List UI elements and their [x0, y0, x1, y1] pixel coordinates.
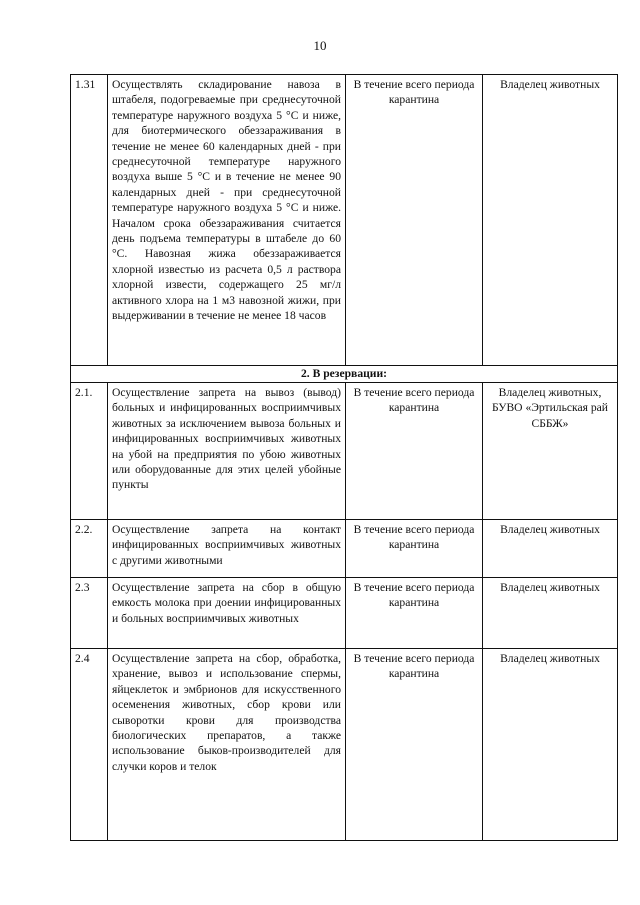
- section-title: 2. В резервации:: [71, 366, 618, 383]
- term-text: В течение всего периода карантина: [346, 520, 483, 578]
- table-row-2-1: [71, 383, 618, 520]
- responsible-text: Владелец животных, БУВО «Эртильская рай СББЖ»: [483, 383, 618, 520]
- quarantine-measures-table: [70, 74, 618, 841]
- table-row-2-2: [71, 520, 618, 578]
- responsible-text: Владелец животных: [483, 520, 618, 578]
- section-header-row: [71, 366, 618, 383]
- table-row-2-4: [71, 649, 618, 841]
- measure-text: Осуществление запрета на сбор в общую емкость молока при доении инфицированных и больных восприимчивых животных: [108, 578, 346, 649]
- measure-text: Осуществление запрета на контакт инфицированных восприимчивых животных с другими животными: [108, 520, 346, 578]
- term-text: В течение всего периода карантина: [346, 649, 483, 841]
- page-number: 10: [313, 38, 327, 53]
- row-number: 2.4: [71, 649, 108, 841]
- table-row-1-31: [71, 75, 618, 366]
- term-text: В течение всего периода карантина: [346, 578, 483, 649]
- measure-text: Осуществлять складирование навоза в штабеля, подогреваемые при среднесуточной температуре наружного воздуха 5 °С и ниже, для биотермического обеззараживания в течение не менее 60 календарных дней - при среднесуточной температуре наружного воздуха выше 5 °С и в течение не менее 90 календарных дней - при среднесуточной температуре наружного воздуха 5 °С и ниже. Началом срока обеззараживания считается день подъема температуры в штабеле до 60 °С. Навозная жижа обеззараживается хлорной известью из расчета 0,5 л раствора хлорной извести, содержащего 25 мг/л активного хлора на 1 м3 навозной жижи, при выдерживании в течение не менее 18 часов: [108, 75, 346, 366]
- table-row-2-3: [71, 578, 618, 649]
- responsible-text: Владелец животных: [483, 75, 618, 366]
- row-number: 2.2.: [71, 520, 108, 578]
- responsible-text: Владелец животных: [483, 649, 618, 841]
- measure-text: Осуществление запрета на вывоз (вывод) больных и инфицированных восприимчивых животных за исключением вывоза больных и инфицированных восприимчивых животных на убой на предприятия по убою животных или оборудованные для этих целей убойные пункты: [108, 383, 346, 520]
- row-number: 2.1.: [71, 383, 108, 520]
- measure-text: Осуществление запрета на сбор, обработка, хранение, вывоз и использование спермы, яйцеклеток и эмбрионов для искусственного осеменения животных, сбор крови или сыворотки крови для производства биологических препаратов, а также использование быков-производителей для случки коров и телок: [108, 649, 346, 841]
- term-text: В течение всего периода карантина: [346, 383, 483, 520]
- row-number: 2.3: [71, 578, 108, 649]
- row-number: 1.31: [71, 75, 108, 366]
- responsible-text: Владелец животных: [483, 578, 618, 649]
- term-text: В течение всего периода карантина: [346, 75, 483, 366]
